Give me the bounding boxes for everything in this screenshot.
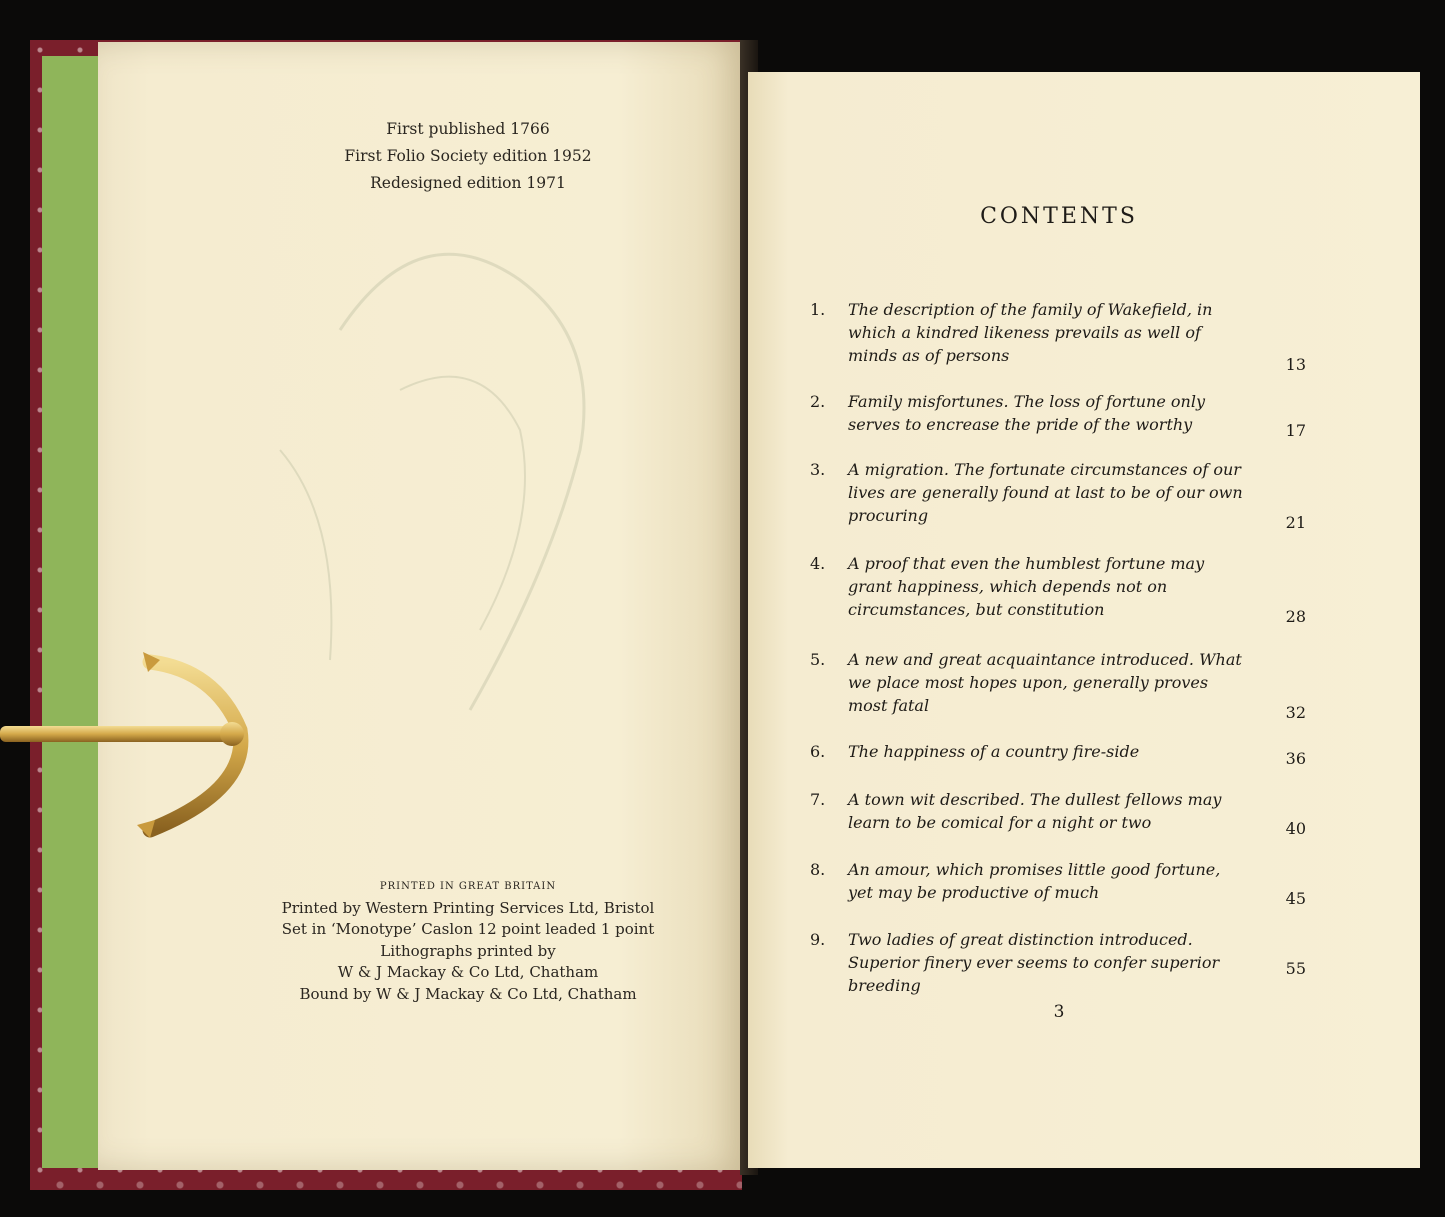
anchor-bookmark-icon[interactable] — [0, 640, 270, 850]
pub-line: Redesigned edition 1971 — [370, 174, 566, 192]
pub-line: First Folio Society edition 1952 — [344, 147, 592, 165]
toc-number: 8. — [810, 860, 826, 879]
toc-entry[interactable] — [810, 740, 1310, 768]
toc-page-number: 32 — [1285, 703, 1306, 722]
toc-number: 7. — [810, 790, 826, 809]
printer-line: Set in ‘Monotype’ Caslon 12 point leaded 1 point — [281, 920, 655, 938]
toc-number: 1. — [810, 300, 826, 319]
printer-colophon — [98, 876, 838, 1005]
pub-line: First published 1766 — [386, 120, 550, 138]
toc-title: The description of the family of Wakefield, in which a kindred likeness prevails as well of minds as of persons — [848, 300, 1213, 365]
toc-title: Two ladies of great distinction introduced. Superior finery ever seems to confer superior breeding — [848, 930, 1220, 995]
toc-number: 9. — [810, 930, 826, 949]
toc-number: 4. — [810, 554, 826, 573]
toc-title: A town wit described. The dullest fellows may learn to be comical for a night or two — [848, 790, 1222, 832]
table-of-contents — [810, 298, 1310, 995]
toc-title: Family misfortunes. The loss of fortune only serves to encrease the pride of the worthy — [848, 392, 1205, 434]
toc-entry[interactable] — [810, 458, 1310, 532]
toc-page-number: 17 — [1285, 421, 1306, 440]
printer-line: Lithographs printed by — [380, 941, 556, 960]
toc-title: A migration. The fortunate circumstances of our lives are generally found at last to be of our own procuring — [848, 460, 1243, 525]
toc-number: 5. — [810, 650, 826, 669]
toc-page-number: 13 — [1285, 355, 1306, 374]
toc-page-number: 55 — [1285, 959, 1306, 978]
toc-page-number: 21 — [1285, 513, 1306, 532]
toc-page-number: 40 — [1285, 819, 1306, 838]
toc-number: 6. — [810, 742, 826, 761]
toc-title: A new and great acquaintance introduced. What we place most hopes upon, generally proves most fatal — [848, 650, 1242, 715]
toc-entry[interactable] — [810, 928, 1310, 995]
toc-entry[interactable] — [810, 788, 1310, 838]
printer-heading: PRINTED IN GREAT BRITAIN — [379, 881, 557, 892]
toc-entry[interactable] — [810, 298, 1310, 374]
toc-entry[interactable] — [810, 648, 1310, 722]
toc-entry[interactable] — [810, 858, 1310, 908]
printer-line: Printed by Western Printing Services Ltd, Bristol — [281, 898, 655, 917]
toc-page-number: 36 — [1285, 749, 1306, 768]
toc-page-number: 28 — [1285, 607, 1306, 626]
toc-title: A proof that even the humblest fortune may grant happiness, which depends not on circumstances, but constitution — [848, 554, 1205, 619]
toc-page-number: 45 — [1285, 889, 1306, 908]
toc-entry[interactable] — [810, 390, 1310, 440]
show-through-illustration — [220, 190, 740, 750]
toc-number: 2. — [810, 392, 826, 411]
page-folio: 3 — [1053, 1002, 1065, 1022]
publication-history — [98, 116, 838, 197]
printer-line: Bound by W & J Mackay & Co Ltd, Chatham — [299, 984, 637, 1003]
toc-title: An amour, which promises little good fortune, yet may be productive of much — [848, 860, 1221, 902]
toc-number: 3. — [810, 460, 826, 479]
printer-line: W & J Mackay & Co Ltd, Chatham — [337, 963, 599, 981]
toc-entry[interactable] — [810, 552, 1310, 626]
toc-title: The happiness of a country fire-side — [848, 742, 1140, 761]
contents-heading: CONTENTS — [980, 204, 1138, 229]
